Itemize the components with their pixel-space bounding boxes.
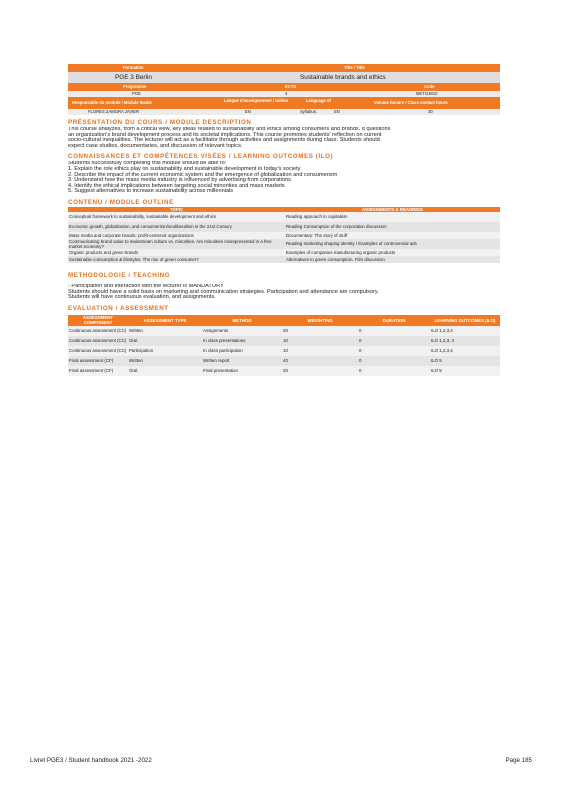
- assessment-weighting: 40: [282, 356, 358, 366]
- outcome-item: 5. Suggest alternatives to increase sustainability across millennials: [68, 188, 234, 195]
- assessment-method: In class presentations: [202, 336, 282, 346]
- table-row: [68, 212, 500, 222]
- assessment-ilo: ILO 1,2,3,4: [430, 346, 500, 356]
- code-label: Code: [424, 84, 435, 89]
- leader-label: Responsable du module / Module leader: [72, 100, 153, 105]
- assessment-col-weighting: WEIGHTING: [282, 315, 358, 326]
- assessment-col-component: ASSESSMENT COMPONENT: [68, 315, 128, 326]
- assessment-type: Oral: [128, 336, 202, 346]
- outcome-item: 4. Identify the ethical implications between targeting social minorities and mass markets: [68, 182, 285, 189]
- presentation-heading: PRÉSENTATION DU COURS / MODULE DESCRIPTION: [68, 119, 252, 126]
- outline-assignment: Reading approach to capitalism: [285, 212, 500, 222]
- assessment-duration: 0: [358, 356, 430, 366]
- programme-value: PGE: [132, 91, 141, 96]
- table-row: [68, 249, 500, 256]
- programme-label: Programme: [123, 84, 147, 89]
- assessment-component: Final assessment (CF): [68, 366, 128, 376]
- assessment-table: [68, 315, 500, 376]
- header-row-labels-1: [68, 64, 500, 72]
- table-row: [68, 366, 500, 376]
- outcomes-heading: CONNAISSANCES ET COMPÉTENCES VISÉES / LEARNING OUTCOMES (ILO): [68, 153, 334, 161]
- outline-topic: Organic products and green brands: [68, 249, 285, 256]
- table-row: [68, 232, 500, 239]
- assessment-duration: 0: [358, 326, 430, 336]
- presentation-line: an organization's brand development process and its societal implications. This course promotes students' reflection on current: [68, 131, 382, 138]
- header-row-values-3: [68, 109, 500, 115]
- assessment-ilo: ILO 5: [430, 366, 500, 376]
- evaluation-heading: EVALUATION / ASSESSMENT: [68, 304, 169, 312]
- presentation-line: expect case studies, documentaries, and discussion of relevant topics.: [68, 142, 243, 149]
- outline-topic: Economic growth, globalization, and consumerism/neoliberalism in the 21st Century: [68, 222, 285, 232]
- assessment-header-row: [68, 315, 500, 326]
- assessment-component: Final assessment (CF): [68, 356, 128, 366]
- hours-value: 30: [428, 109, 433, 114]
- outline-table: [68, 207, 500, 263]
- title-value: Sustainable brands and ethics: [300, 74, 386, 81]
- assessment-type: Participation: [128, 346, 202, 356]
- ects-label: ECTS: [285, 84, 297, 89]
- methodology-text: [68, 284, 500, 301]
- table-row: [68, 346, 500, 356]
- outline-assignment: Documentary: The story of stuff: [285, 232, 500, 239]
- presentation-text: [68, 127, 500, 149]
- table-row: [68, 336, 500, 346]
- outcome-item: 1. Explain the role ethics play on sustainability and sustainable development in today's society: [68, 165, 301, 172]
- code-value: MKTG4810: [416, 91, 438, 96]
- outline-topic: Communicating brand value to mainstream culture vs. minorities. Are minorities misrepresented in a free market economy?: [68, 239, 285, 249]
- outline-assignment: Examples of companies manufacturing organic products: [285, 249, 500, 256]
- leader-value: FLORES ZAMORA JAVIER: [88, 109, 140, 114]
- assessment-col-ilo: LEARNING OUTCOMES (ILO): [430, 315, 500, 326]
- language-label: Language of: [306, 98, 331, 103]
- syllabus-value: EN: [334, 109, 340, 114]
- outcomes-intro: Students successfully completing this module should be able to:: [68, 161, 227, 167]
- presentation-line: socio-cultural inequalities. The lecturer will act as a facilitator through activities and assignments during class. Students should: [68, 137, 380, 144]
- formation-value: PGE 3 Berlin: [115, 74, 152, 81]
- outcome-item: 2. Describe the impact of the current economic system and the emergence of globalization and consumerism: [68, 171, 338, 178]
- outline-assignment: Reading marketing shaping identity / Examples of controversial ads: [285, 239, 500, 249]
- volume-label: Volume horaire / Class contact hours: [374, 100, 448, 105]
- ects-value: 4: [285, 91, 288, 96]
- outline-col-assignments: ASSIGNMENTS & READINGS: [285, 207, 500, 212]
- assessment-duration: 0: [358, 346, 430, 356]
- title-label: Title / Title: [344, 65, 365, 70]
- content-heading: CONTENU / MODULE OUTLINE: [68, 198, 174, 206]
- outline-assignment: Alternatives to green consumption. Film discussion: [285, 256, 500, 263]
- assessment-weighting: 20: [282, 326, 358, 336]
- header-row-labels-2: [68, 83, 500, 91]
- outline-assignment: Reading Consumption of the corporation discussion: [285, 222, 500, 232]
- footer-page-number: Page 185: [505, 757, 532, 764]
- assessment-component: Continuous assessment (CC): [68, 326, 128, 336]
- assessment-weighting: 20: [282, 366, 358, 376]
- assessment-method: Final presentation: [202, 366, 282, 376]
- header-row-values-1: [68, 72, 500, 83]
- methodology-line: - Participation and interaction with the lecturer is MANDATORY: [68, 283, 224, 289]
- assessment-col-type: ASSESSMENT TYPE: [128, 315, 202, 326]
- assessment-type: Written: [128, 356, 202, 366]
- assessment-type: Written: [128, 326, 202, 336]
- outcomes-text: [68, 161, 500, 195]
- methodology-line: Students should have a solid basis on marketing and communication strategies. Participation and attendance are compulsory.: [68, 288, 379, 295]
- table-row: [68, 239, 500, 249]
- assessment-weighting: 10: [282, 336, 358, 346]
- syllabus-label: Syllabus:: [300, 109, 317, 114]
- assessment-duration: 0: [358, 366, 430, 376]
- assessment-ilo: ILO 5: [430, 356, 500, 366]
- assessment-component: Continuous assessment (CC): [68, 336, 128, 346]
- outline-topic: Conceptual framework to sustainability, sustainable development and ethics: [68, 212, 285, 222]
- assessment-component: Continuous assessment (CC): [68, 346, 128, 356]
- course-sheet: [68, 64, 500, 376]
- methodology-line: Students will have continuous evaluation, and assignments.: [68, 294, 216, 301]
- language-value: EN: [245, 109, 251, 114]
- language-teach-label: Langue d'enseignement / tuition: [224, 98, 289, 103]
- assessment-method: Assignments: [202, 326, 282, 336]
- assessment-col-method: METHOD: [202, 315, 282, 326]
- outcome-item: 3. Understand how the mass media industry is influenced by advertising from corporations: [68, 177, 291, 184]
- outline-topic: Mass media and corporate brands: profit-centered organizations: [68, 232, 285, 239]
- header-row-labels-3: [68, 97, 500, 109]
- presentation-line: This course analyzes, from a critical view, key ideas related to sustainability and ethics among consumers and brands. It questions: [68, 127, 391, 132]
- assessment-duration: 0: [358, 336, 430, 346]
- assessment-ilo: ILO 1,2,3, 4: [430, 336, 500, 346]
- assessment-method: Written report: [202, 356, 282, 366]
- assessment-col-duration: DURATION: [358, 315, 430, 326]
- methodology-heading: METHODOLOGIE / TEACHING: [68, 271, 171, 279]
- table-row: [68, 326, 500, 336]
- table-row: [68, 256, 500, 263]
- outline-topic: Sustainable consumption & lifestyles. The rise of green consumer?: [68, 256, 285, 263]
- assessment-method: In class participation: [202, 346, 282, 356]
- table-row: [68, 356, 500, 366]
- assessment-weighting: 10: [282, 346, 358, 356]
- outline-col-topic: TOPIC: [68, 207, 285, 212]
- assessment-type: Oral: [128, 366, 202, 376]
- table-row: [68, 222, 500, 232]
- assessment-ilo: ILO 1,2,3,4: [430, 326, 500, 336]
- formation-label: Formation: [123, 65, 144, 70]
- footer-left: Livret PGE3 / Student handbook 2021 -2022: [30, 757, 152, 764]
